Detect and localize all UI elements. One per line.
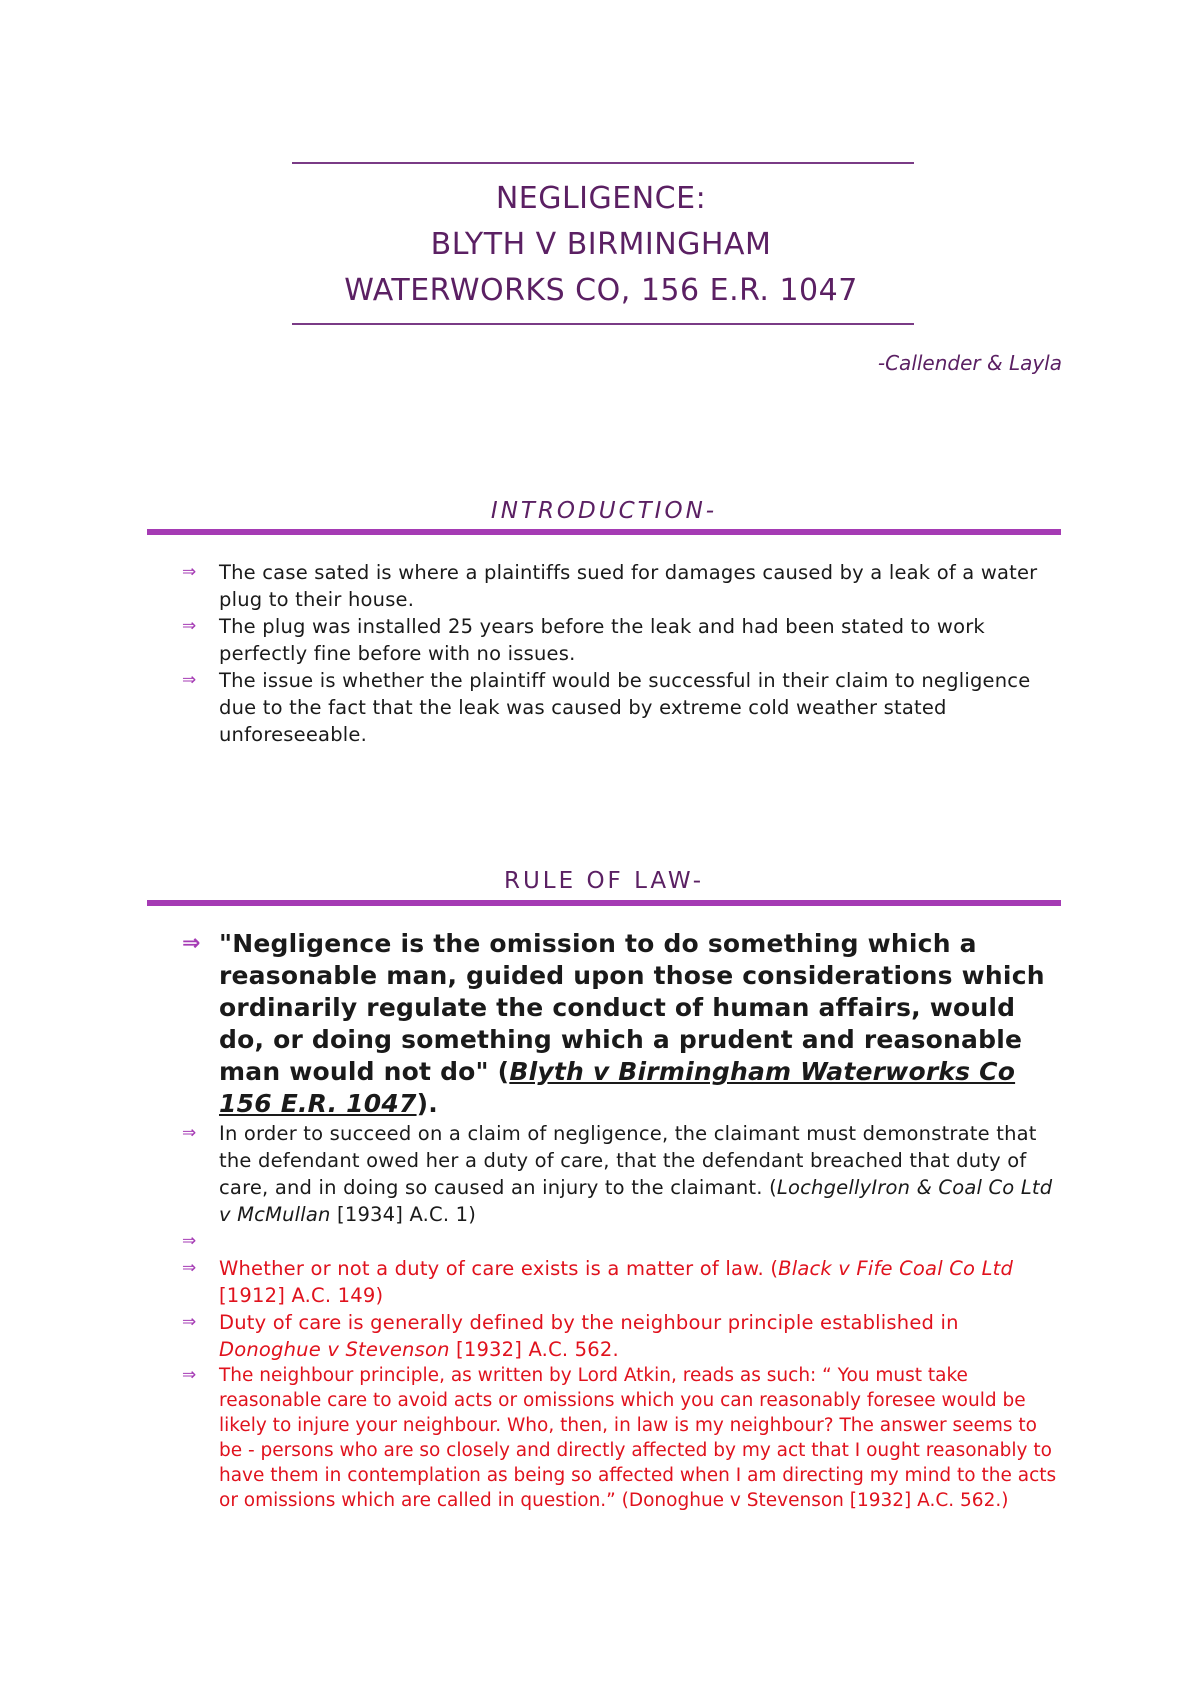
rule-of-law-list <box>182 928 1062 1513</box>
arrow-icon: ⇒ <box>182 562 197 582</box>
case-citation: Donoghue v Stevenson <box>219 1338 450 1361</box>
list-item-text: The plug was installed 25 years before the leak and had been stated to work perfectly fine before with no issues. <box>219 615 985 665</box>
arrow-icon: ⇒ <box>182 670 197 690</box>
list-item-text: In order to succeed on a claim of negligence, the claimant must demonstrate that the defendant owed her a duty of care, that the defendant breached that duty of care, and in doing so caused an injury to the claimant. ( <box>219 1122 1037 1199</box>
citation-end: [1934] A.C. 1) <box>330 1203 477 1226</box>
arrow-icon: ⇒ <box>182 1231 197 1251</box>
title-line-3: WATERWORKS CO, 156 E.R. 1047 <box>344 273 858 308</box>
quote-text: "Negligence is the omission to do something which a reasonable man, guided upon those considerations which ordinarily regulate the conduct of human affairs, would do, or doing something which a prudent and reasonable man would not do" ( <box>219 929 1045 1086</box>
case-citation: Black v Fife Coal Co Ltd <box>778 1257 1014 1280</box>
introduction-heading: INTRODUCTION- <box>490 498 718 524</box>
introduction-divider <box>147 529 1061 535</box>
arrow-icon: ⇒ <box>182 1312 197 1332</box>
rule-of-law-divider <box>147 900 1061 906</box>
introduction-list <box>182 559 1062 748</box>
title-bottom-rule <box>292 323 914 325</box>
author-credit: -Callender & Layla <box>877 351 1062 375</box>
list-item-empty <box>182 1228 1062 1255</box>
list-item-text: Whether or not a duty of care exists is a matter of law. ( <box>219 1257 779 1280</box>
case-citation: LochgellyIron & Coal Co Ltd v McMullan <box>219 1176 1053 1226</box>
rule-of-law-heading: RULE OF LAW- <box>503 868 705 894</box>
quote-end: ). <box>416 1089 438 1118</box>
list-item-text: The case sated is where a plaintiffs sued for damages caused by a leak of a water plug to their house. <box>219 561 1038 611</box>
list-item <box>182 667 1062 748</box>
list-item-text: Duty of care is generally defined by the neighbour principle established in <box>219 1311 959 1334</box>
title-line-1: NEGLIGENCE: <box>495 181 707 216</box>
arrow-icon: ⇒ <box>182 1365 197 1385</box>
arrow-icon: ⇒ <box>182 1123 197 1143</box>
list-item-text: The neighbour principle, as written by Lord Atkin, reads as such: “ You must take reasonable care to avoid acts or omissions which you can reasonably foresee would be likely to injure your neighbour. Who, then, in law is my neighbour? The answer seems to be - persons who are so closely and directly affected by my act that I ought reasonably to have them in contemplation as being so affected when I am directing my mind to the acts or omissions which are called in question.” (Donoghue v Stevenson [1932] A.C. 562.) <box>219 1365 1057 1511</box>
arrow-icon: ⇒ <box>182 931 201 956</box>
list-item <box>182 559 1062 613</box>
list-item <box>182 1309 1062 1363</box>
arrow-icon: ⇒ <box>182 1258 197 1278</box>
citation-end: [1932] A.C. 562. <box>449 1338 619 1361</box>
list-item <box>182 1120 1062 1228</box>
title-top-rule <box>292 162 914 164</box>
list-item-quote <box>182 928 1062 1120</box>
citation-end: [1912] A.C. 149) <box>219 1284 384 1307</box>
quote-case-citation: Blyth v Birmingham Waterworks Co 156 E.R. 1047 <box>219 1057 1016 1118</box>
arrow-icon: ⇒ <box>182 616 197 636</box>
list-item-text: The issue is whether the plaintiff would be successful in their claim to negligence due to the fact that the leak was caused by extreme cold weather stated unforeseeable. <box>219 669 1031 746</box>
list-item <box>182 1255 1062 1309</box>
page-title <box>292 176 910 314</box>
list-item <box>182 1363 1062 1513</box>
list-item <box>182 613 1062 667</box>
title-line-2: BLYTH V BIRMINGHAM <box>430 227 772 262</box>
